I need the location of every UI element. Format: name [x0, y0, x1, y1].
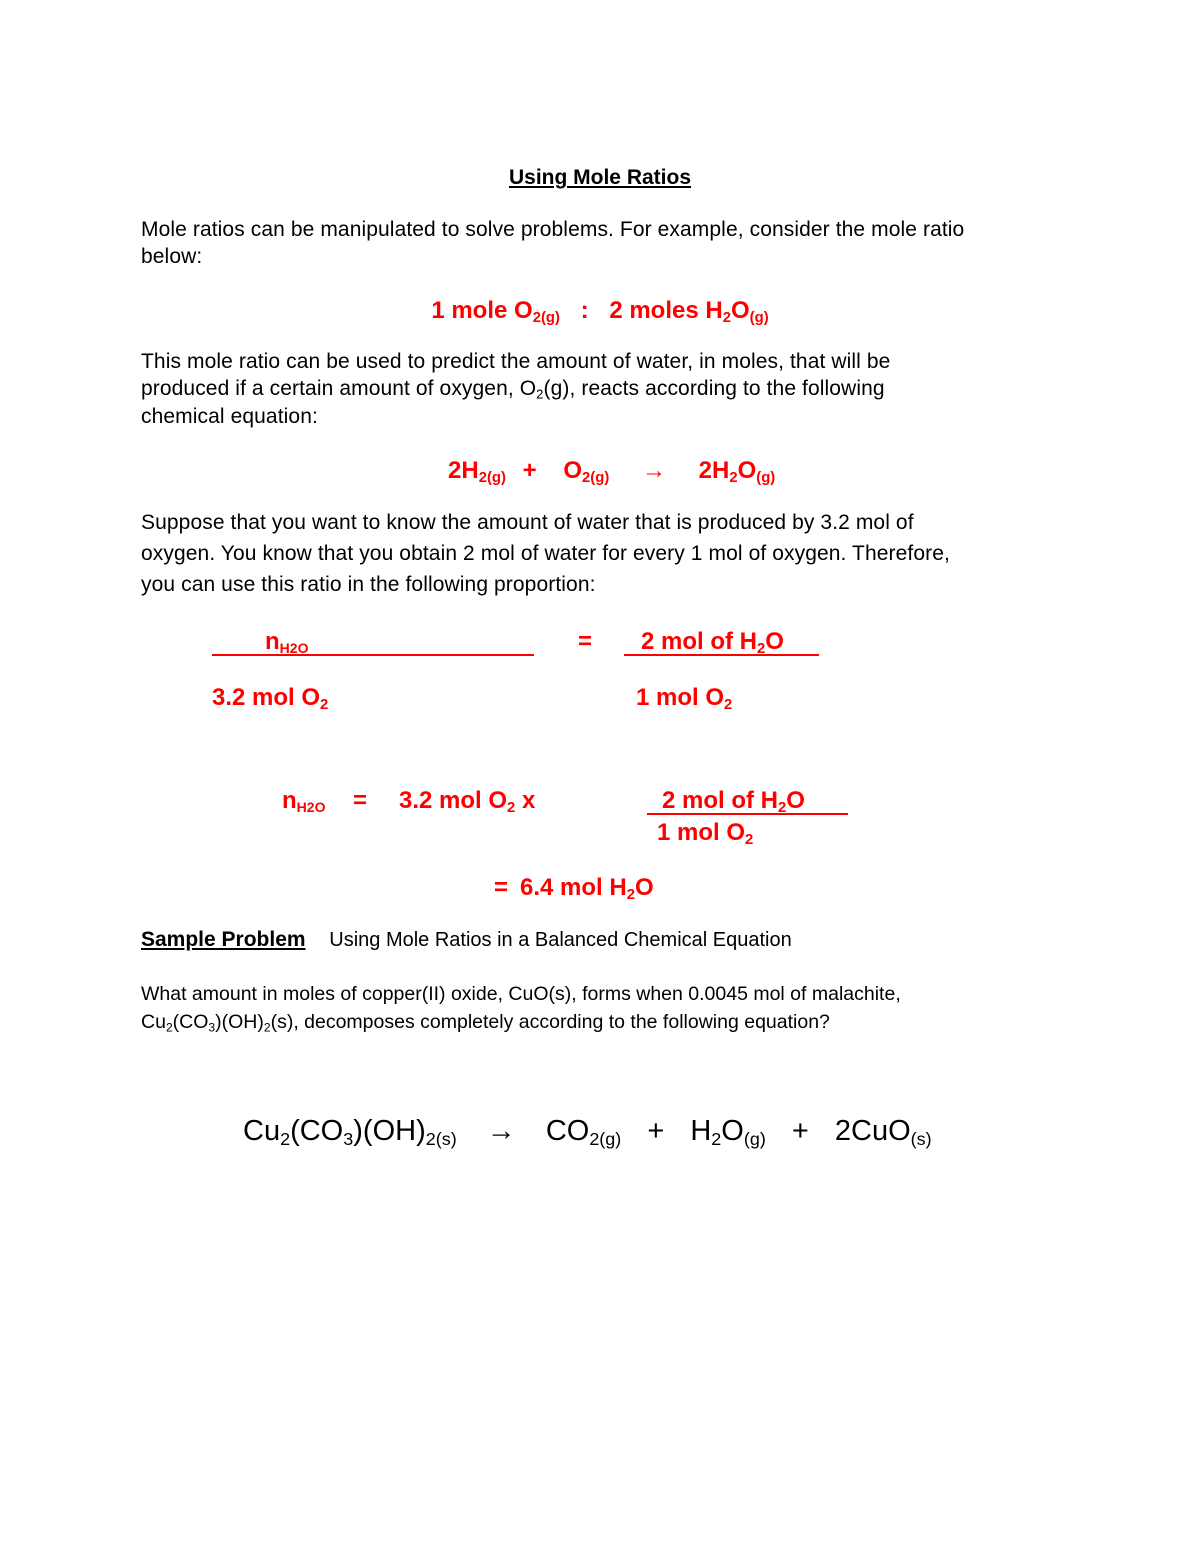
para2-line-2: produced if a certain amount of oxygen, $O_2(g)$, reacts according to the following — [141, 377, 885, 402]
solve-fraction-denominator: 1 mol $O_2$ — [657, 819, 754, 849]
mole-ratio: 1 mole $O_{2(g)}$ : 2 moles $H_2O_{(g)}$ — [431, 297, 769, 327]
intro-line-1: Mole ratios can be manipulated to solve problems. For example, consider the mole ratio — [141, 218, 965, 241]
solve-equals: = — [353, 787, 368, 814]
proportion-equals: = — [578, 628, 593, 655]
chemical-equation-2: $Cu_2(CO_3)(OH)_{2(s)} \to CO_{2(g)} + H_2O_{(g)} + 2CuO_{(s)}$ — [243, 1115, 932, 1150]
proportion-lhs-numerator: $n_{H2O}$ — [212, 628, 534, 656]
sample-problem-title: Using Mole Ratios in a Balanced Chemical Equation — [329, 929, 792, 951]
sample-problem-label: Sample Problem — [141, 928, 306, 951]
proportion-lhs-denominator: 3.2 mol $O_2$ — [212, 684, 329, 714]
para3-line-1: Suppose that you want to know the amount of water that is produced by 3.2 mol of — [141, 511, 914, 534]
solve-fraction-numerator: 2 mol of $H_2O$ — [647, 787, 848, 815]
para3-line-3: you can use this ratio in the following proportion: — [141, 573, 596, 596]
arrow-icon: → — [486, 1115, 516, 1147]
proportion-rhs-denominator: 1 mol $O_2$ — [636, 684, 733, 714]
intro-line-2: below: — [141, 245, 203, 268]
para2-line-1: This mole ratio can be used to predict the amount of water, in moles, that will be — [141, 350, 891, 373]
page-title: Using Mole Ratios — [508, 166, 692, 189]
sample-problem-heading — [141, 928, 792, 952]
solve-n-h2o: $n_{H2O}$ — [282, 787, 326, 815]
arrow-icon: → — [641, 457, 666, 484]
para3-line-2: oxygen. You know that you obtain 2 mol of water for every 1 mol of oxygen. Therefore, — [141, 542, 950, 565]
sample-question-line-1: What amount in moles of copper(II) oxide, CuO(s), forms when 0.0045 mol of malachite, — [141, 983, 901, 1005]
solve-result: = 6.4 mol $H_2O$ — [494, 874, 654, 904]
chemical-equation-1: $2H_{2(g)} + O_{2(g)} \to 2H_2O_{(g)}$ — [448, 457, 776, 487]
proportion-rhs-numerator: 2 mol of $H_2O$ — [624, 628, 819, 656]
sample-question-line-2: $Cu_2(CO_3)(OH)_2(s)$, decomposes completely according to the following equation? — [141, 1011, 830, 1035]
solve-term: 3.2 mol $O_2$ x — [399, 787, 536, 817]
para2-line-3: chemical equation: — [141, 405, 318, 428]
